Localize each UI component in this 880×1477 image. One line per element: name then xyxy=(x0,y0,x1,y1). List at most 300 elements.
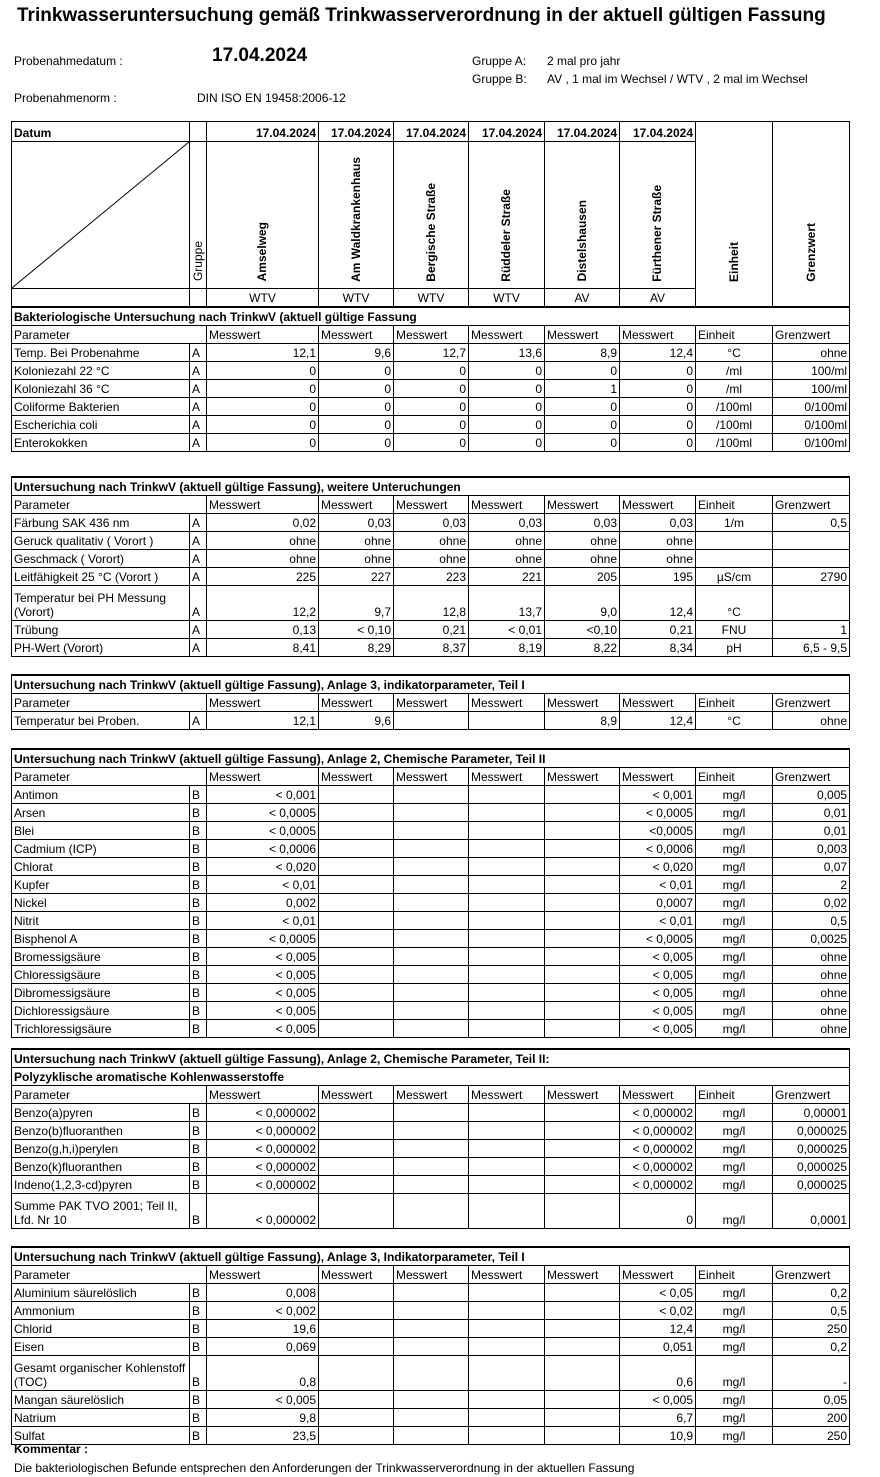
group-cell: B xyxy=(190,948,207,966)
table-row xyxy=(12,416,850,434)
measurement-cell: 12,4 xyxy=(620,344,696,362)
limit-cell: 0,000025 xyxy=(773,1140,850,1158)
measurement-cell xyxy=(545,1427,620,1445)
group-cell: A xyxy=(190,344,207,362)
grenzwert-col-header: Grenzwert xyxy=(773,768,850,786)
measurement-cell: 13,7 xyxy=(469,586,545,621)
parameter-name: Enterokokken xyxy=(12,434,190,452)
unit-cell: mg/l xyxy=(696,840,773,858)
unit-cell: mg/l xyxy=(696,876,773,894)
measurement-cell: 8,9 xyxy=(545,712,620,730)
measurement-cell: ohne xyxy=(545,532,620,550)
measurement-cell: ohne xyxy=(207,550,319,568)
unit-cell: mg/l xyxy=(696,822,773,840)
measurement-cell: 223 xyxy=(394,568,469,586)
measurement-cell xyxy=(394,1122,469,1140)
measurement-cell: 0 xyxy=(207,398,319,416)
measurement-cell xyxy=(545,1122,620,1140)
measurement-cell: 9,6 xyxy=(319,344,394,362)
messwert-header: Messwert xyxy=(545,768,620,786)
measurement-cell xyxy=(394,1158,469,1176)
limit-cell: 0,003 xyxy=(773,840,850,858)
measurement-cell: 23,5 xyxy=(207,1427,319,1445)
measurement-cell: < 0,0005 xyxy=(207,822,319,840)
measurement-cell: 0 xyxy=(319,362,394,380)
measurement-cell xyxy=(469,1391,545,1409)
measurement-cell: 0 xyxy=(207,380,319,398)
measurement-cell xyxy=(469,858,545,876)
messwert-header: Messwert xyxy=(319,496,394,514)
table-row xyxy=(12,1140,850,1158)
measurement-cell xyxy=(319,1104,394,1122)
unit-cell: mg/l xyxy=(696,966,773,984)
limit-cell: 0,07 xyxy=(773,858,850,876)
section-title: Untersuchung nach TrinkwV (aktuell gültige Fassung), Anlage 3, Indikatorparameter, Teil I xyxy=(12,1247,850,1266)
measurement-cell xyxy=(469,1158,545,1176)
group-cell: B xyxy=(190,1338,207,1356)
unit-cell: mg/l xyxy=(696,1020,773,1038)
parameter-name: Chlorat xyxy=(12,858,190,876)
group-cell: B xyxy=(190,1356,207,1391)
page-title: Trinkwasseruntersuchung gemäß Trinkwasserverordnung in der aktuell gültigen Fassung xyxy=(17,5,826,26)
parameter-name: Chloressigsäure xyxy=(12,966,190,984)
measurement-cell: 0 xyxy=(620,416,696,434)
measurement-cell: 0 xyxy=(469,362,545,380)
einheit-col-header: Einheit xyxy=(696,694,773,712)
grenzwert-col-header: Grenzwert xyxy=(773,1086,850,1104)
messwert-header: Messwert xyxy=(620,694,696,712)
group-cell: A xyxy=(190,621,207,639)
measurement-cell: 0 xyxy=(620,398,696,416)
messwert-header: Messwert xyxy=(620,1266,696,1284)
measurement-cell xyxy=(545,1320,620,1338)
measurement-cell xyxy=(394,1194,469,1229)
table-row xyxy=(12,840,850,858)
limit-cell: 0,5 xyxy=(773,912,850,930)
group-cell: B xyxy=(190,876,207,894)
unit-cell: mg/l xyxy=(696,1302,773,1320)
measurement-cell: 0,002 xyxy=(207,894,319,912)
measurement-cell: < 0,005 xyxy=(620,1002,696,1020)
table-row xyxy=(12,398,850,416)
table-row xyxy=(12,1284,850,1302)
measurement-cell: 0,8 xyxy=(207,1356,319,1391)
table-row xyxy=(12,568,850,586)
limit-cell: 0,5 xyxy=(773,514,850,532)
measurement-cell: ohne xyxy=(469,532,545,550)
parameter-name: Dichloressigsäure xyxy=(12,1002,190,1020)
table-row xyxy=(12,362,850,380)
type-6: AV xyxy=(620,288,696,306)
messwert-header: Messwert xyxy=(620,326,696,344)
parameter-name: Cadmium (ICP) xyxy=(12,840,190,858)
group-cell: B xyxy=(190,1122,207,1140)
messwert-header: Messwert xyxy=(394,496,469,514)
measurement-cell xyxy=(319,1302,394,1320)
measurement-cell: 0 xyxy=(207,434,319,452)
measurement-cell xyxy=(545,1194,620,1229)
limit-cell: 1 xyxy=(773,621,850,639)
table-row xyxy=(12,1302,850,1320)
measurement-cell xyxy=(319,1320,394,1338)
measurement-cell xyxy=(319,1409,394,1427)
unit-cell: FNU xyxy=(696,621,773,639)
measurement-cell xyxy=(545,894,620,912)
einheit-col-header: Einheit xyxy=(696,768,773,786)
messwert-header: Messwert xyxy=(469,1086,545,1104)
measurement-cell: 0,13 xyxy=(207,621,319,639)
unit-cell: /100ml xyxy=(696,434,773,452)
group-cell: B xyxy=(190,1020,207,1038)
unit-cell: mg/l xyxy=(696,804,773,822)
measurement-cell xyxy=(319,894,394,912)
measurement-cell xyxy=(319,1020,394,1038)
parameter-name: Benzo(g,h,i)perylen xyxy=(12,1140,190,1158)
measurement-cell: 0 xyxy=(319,434,394,452)
group-cell: B xyxy=(190,786,207,804)
group-cell: B xyxy=(190,894,207,912)
grenzwert-col-header: Grenzwert xyxy=(773,1266,850,1284)
measurement-cell: 12,4 xyxy=(620,712,696,730)
parameter-name: Eisen xyxy=(12,1338,190,1356)
einheit-header: Einheit xyxy=(696,122,773,289)
measurement-cell: 0 xyxy=(394,434,469,452)
unit-cell: mg/l xyxy=(696,1391,773,1409)
messwert-header: Messwert xyxy=(545,1086,620,1104)
messwert-header: Messwert xyxy=(207,496,319,514)
limit-cell: 0,01 xyxy=(773,822,850,840)
parameter-name: Dibromessigsäure xyxy=(12,984,190,1002)
measurement-cell xyxy=(545,912,620,930)
measurement-cell xyxy=(469,712,545,730)
location-distelshausen: Distelshausen xyxy=(545,141,620,288)
measurement-cell: 9,8 xyxy=(207,1409,319,1427)
measurement-cell: < 0,02 xyxy=(620,1302,696,1320)
measurement-cell xyxy=(394,876,469,894)
measurement-cell xyxy=(545,840,620,858)
messwert-header: Messwert xyxy=(469,496,545,514)
measurement-cell xyxy=(319,1176,394,1194)
measurement-cell: 0,03 xyxy=(319,514,394,532)
measurement-cell xyxy=(319,1140,394,1158)
group-cell: A xyxy=(190,514,207,532)
measurement-cell: < 0,000002 xyxy=(207,1176,319,1194)
group-a-label: Gruppe A: xyxy=(472,54,527,68)
table-row xyxy=(12,1320,850,1338)
table-row xyxy=(12,912,850,930)
table-row xyxy=(12,930,850,948)
parameter-name: Antimon xyxy=(12,786,190,804)
group-cell: B xyxy=(190,804,207,822)
group-cell: B xyxy=(190,1302,207,1320)
location-am-waldkrankenhaus: Am Waldkrankenhaus xyxy=(319,141,394,288)
section-title: Untersuchung nach TrinkwV (aktuell gültige Fassung), Anlage 2, Chemische Parameter, Teil II: xyxy=(12,1049,850,1068)
messwert-header: Messwert xyxy=(620,496,696,514)
table-row xyxy=(12,804,850,822)
unit-cell: /100ml xyxy=(696,398,773,416)
measurement-cell xyxy=(469,894,545,912)
measurement-cell xyxy=(319,1427,394,1445)
table-row xyxy=(12,1194,850,1229)
parameter-name: Nitrit xyxy=(12,912,190,930)
parameter-name: Coliforme Bakterien xyxy=(12,398,190,416)
measurement-cell xyxy=(394,786,469,804)
measurement-cell xyxy=(394,1356,469,1391)
measurement-cell: < 0,000002 xyxy=(620,1158,696,1176)
parameter-name: Trichloressigsäure xyxy=(12,1020,190,1038)
type-5: AV xyxy=(545,288,620,306)
group-cell: B xyxy=(190,912,207,930)
measurement-cell: <0,0005 xyxy=(620,822,696,840)
group-cell: B xyxy=(190,1391,207,1409)
einheit-col-header: Einheit xyxy=(696,496,773,514)
measurement-cell: 8,29 xyxy=(319,639,394,657)
parameter-name: Benzo(k)fluoranthen xyxy=(12,1158,190,1176)
measurement-cell: 0 xyxy=(545,398,620,416)
limit-cell: 0,2 xyxy=(773,1338,850,1356)
measurement-cell: < 0,001 xyxy=(620,786,696,804)
measurement-cell xyxy=(545,1176,620,1194)
measurement-cell: < 0,005 xyxy=(620,1020,696,1038)
measurement-cell xyxy=(545,966,620,984)
measurement-cell: 0,02 xyxy=(207,514,319,532)
group-cell: B xyxy=(190,1176,207,1194)
group-cell: B xyxy=(190,930,207,948)
table-row xyxy=(12,1391,850,1409)
parameter-name: Trübung xyxy=(12,621,190,639)
limit-cell: 100/ml xyxy=(773,380,850,398)
unit-cell: °C xyxy=(696,344,773,362)
measurement-cell: 0 xyxy=(620,362,696,380)
table-row xyxy=(12,876,850,894)
measurement-cell xyxy=(319,1002,394,1020)
parameter-name: Bisphenol A xyxy=(12,930,190,948)
group-cell: B xyxy=(190,1320,207,1338)
measurement-cell: 0 xyxy=(620,380,696,398)
group-cell: B xyxy=(190,1194,207,1229)
messwert-header: Messwert xyxy=(620,768,696,786)
measurement-cell: 9,7 xyxy=(319,586,394,621)
limit-cell: ohne xyxy=(773,966,850,984)
group-cell: B xyxy=(190,966,207,984)
measurement-cell xyxy=(394,966,469,984)
parameter-header: Parameter xyxy=(12,1086,207,1104)
group-cell: B xyxy=(190,1002,207,1020)
parameter-name: Arsen xyxy=(12,804,190,822)
measurement-cell xyxy=(545,1284,620,1302)
measurement-cell xyxy=(394,858,469,876)
measurement-cell: 12,1 xyxy=(207,712,319,730)
sampling-norm-label: Probenahmenorm : xyxy=(14,91,117,105)
sampling-date-value: 17.04.2024 xyxy=(212,45,308,66)
location-fuerthener-strasse: Fürthener Straße xyxy=(620,141,696,288)
measurement-cell xyxy=(319,840,394,858)
measurement-cell: 19,6 xyxy=(207,1320,319,1338)
measurement-cell xyxy=(319,822,394,840)
measurement-cell xyxy=(545,1391,620,1409)
parameter-name: Temperatur bei PH Messung (Vorort) xyxy=(12,586,190,621)
group-a-text: 2 mal pro jahr xyxy=(547,54,621,68)
group-cell: A xyxy=(190,380,207,398)
limit-cell: 0,5 xyxy=(773,1302,850,1320)
measurement-cell xyxy=(469,1020,545,1038)
measurement-cell: < 0,005 xyxy=(620,984,696,1002)
section-title: Untersuchung nach TrinkwV (aktuell gültige Fassung), weitere Unteruchungen xyxy=(12,477,850,496)
measurement-cell: ohne xyxy=(620,550,696,568)
measurement-cell xyxy=(469,876,545,894)
measurement-cell: < 0,05 xyxy=(620,1284,696,1302)
measurement-cell xyxy=(469,1427,545,1445)
measurement-cell: < 0,005 xyxy=(207,1020,319,1038)
measurement-cell: < 0,0005 xyxy=(620,930,696,948)
measurement-cell xyxy=(319,876,394,894)
limit-cell: 6,5 - 9,5 xyxy=(773,639,850,657)
measurement-cell xyxy=(545,858,620,876)
messwert-header: Messwert xyxy=(545,1266,620,1284)
table-row xyxy=(12,786,850,804)
measurement-cell xyxy=(394,1104,469,1122)
messwert-header: Messwert xyxy=(545,694,620,712)
measurement-cell: 227 xyxy=(319,568,394,586)
limit-cell: 0,02 xyxy=(773,894,850,912)
measurement-cell: < 0,002 xyxy=(207,1302,319,1320)
parameter-name: Summe PAK TVO 2001; Teil II, Lfd. Nr 10 xyxy=(12,1194,190,1229)
date-header-5: 17.04.2024 xyxy=(545,122,620,142)
parameter-header: Parameter xyxy=(12,1266,207,1284)
group-cell: B xyxy=(190,840,207,858)
parameter-name: Chlorid xyxy=(12,1320,190,1338)
measurement-cell: < 0,005 xyxy=(620,1391,696,1409)
measurement-cell: 12,7 xyxy=(394,344,469,362)
measurement-cell: 0 xyxy=(469,398,545,416)
measurement-cell xyxy=(394,930,469,948)
measurement-cell xyxy=(469,1176,545,1194)
measurement-cell: 12,8 xyxy=(394,586,469,621)
limit-cell: 250 xyxy=(773,1320,850,1338)
unit-cell: mg/l xyxy=(696,1140,773,1158)
section-table-1 xyxy=(11,306,850,452)
group-cell: A xyxy=(190,362,207,380)
diagonal-corner xyxy=(12,141,190,288)
measurement-cell xyxy=(394,1002,469,1020)
measurement-cell xyxy=(394,1140,469,1158)
location-amselweg: Amselweg xyxy=(207,141,319,288)
group-cell: B xyxy=(190,984,207,1002)
measurement-cell xyxy=(319,966,394,984)
location-rueddeler-strasse: Rüddeler Straße xyxy=(469,141,545,288)
parameter-name: Koloniezahl 36 °C xyxy=(12,380,190,398)
table-row xyxy=(12,1122,850,1140)
measurement-cell: ohne xyxy=(319,532,394,550)
measurement-cell xyxy=(545,1158,620,1176)
measurement-cell xyxy=(469,930,545,948)
group-cell: A xyxy=(190,568,207,586)
limit-cell xyxy=(773,532,850,550)
unit-cell: pH xyxy=(696,639,773,657)
limit-cell: 0,01 xyxy=(773,804,850,822)
measurement-cell: < 0,000002 xyxy=(620,1104,696,1122)
group-cell: A xyxy=(190,639,207,657)
measurement-cell: 12,4 xyxy=(620,586,696,621)
measurement-cell xyxy=(545,822,620,840)
unit-cell: mg/l xyxy=(696,930,773,948)
measurement-cell xyxy=(319,1122,394,1140)
unit-cell: mg/l xyxy=(696,786,773,804)
unit-cell: mg/l xyxy=(696,1002,773,1020)
messwert-header: Messwert xyxy=(469,768,545,786)
measurement-cell: 0 xyxy=(620,1194,696,1229)
measurement-cell xyxy=(394,822,469,840)
measurement-cell xyxy=(319,948,394,966)
grenzwert-header: Grenzwert xyxy=(773,122,850,289)
date-header-4: 17.04.2024 xyxy=(469,122,545,142)
measurement-cell xyxy=(469,948,545,966)
section-title: Untersuchung nach TrinkwV (aktuell gültige Fassung), Anlage 3, indikatorparameter, Teil I xyxy=(12,675,850,694)
table-row xyxy=(12,712,850,730)
measurement-cell: < 0,01 xyxy=(207,876,319,894)
messwert-header: Messwert xyxy=(469,694,545,712)
limit-cell: 0,005 xyxy=(773,786,850,804)
parameter-header: Parameter xyxy=(12,768,207,786)
measurement-cell: 0 xyxy=(469,380,545,398)
measurement-cell xyxy=(319,804,394,822)
limit-cell: ohne xyxy=(773,712,850,730)
measurement-cell xyxy=(319,930,394,948)
measurement-cell: ohne xyxy=(394,550,469,568)
measurement-cell: < 0,0005 xyxy=(620,804,696,822)
measurement-cell xyxy=(469,1320,545,1338)
parameter-name: Koloniezahl 22 °C xyxy=(12,362,190,380)
measurement-cell xyxy=(319,1158,394,1176)
measurement-cell: < 0,000002 xyxy=(207,1194,319,1229)
group-cell: B xyxy=(190,1409,207,1427)
unit-cell: mg/l xyxy=(696,1122,773,1140)
limit-cell: ohne xyxy=(773,1002,850,1020)
measurement-cell: ohne xyxy=(394,532,469,550)
measurement-cell: 9,0 xyxy=(545,586,620,621)
measurement-cell: 8,37 xyxy=(394,639,469,657)
date-header-1: 17.04.2024 xyxy=(207,122,319,142)
parameter-name: Nickel xyxy=(12,894,190,912)
parameter-name: PH-Wert (Vorort) xyxy=(12,639,190,657)
measurement-cell xyxy=(545,786,620,804)
parameter-header: Parameter xyxy=(12,496,207,514)
measurement-cell: 0,008 xyxy=(207,1284,319,1302)
measurement-cell: 8,9 xyxy=(545,344,620,362)
date-header-6: 17.04.2024 xyxy=(620,122,696,142)
unit-cell: mg/l xyxy=(696,1409,773,1427)
table-row xyxy=(12,639,850,657)
measurement-cell: 0,069 xyxy=(207,1338,319,1356)
location-bergische-strasse: Bergische Straße xyxy=(394,141,469,288)
measurement-cell: 6,7 xyxy=(620,1409,696,1427)
messwert-header: Messwert xyxy=(620,1086,696,1104)
table-row xyxy=(12,948,850,966)
limit-cell: 0/100ml xyxy=(773,398,850,416)
measurement-cell xyxy=(545,1002,620,1020)
measurement-cell xyxy=(319,786,394,804)
limit-cell xyxy=(773,550,850,568)
measurement-cell: 0 xyxy=(394,362,469,380)
measurement-cell: 0 xyxy=(545,362,620,380)
parameter-name: Geruck qualitativ ( Vorort ) xyxy=(12,532,190,550)
header-table xyxy=(11,121,850,307)
parameter-name: Kupfer xyxy=(12,876,190,894)
measurement-cell xyxy=(469,786,545,804)
table-row xyxy=(12,434,850,452)
group-cell: A xyxy=(190,398,207,416)
grenzwert-col-header: Grenzwert xyxy=(773,496,850,514)
